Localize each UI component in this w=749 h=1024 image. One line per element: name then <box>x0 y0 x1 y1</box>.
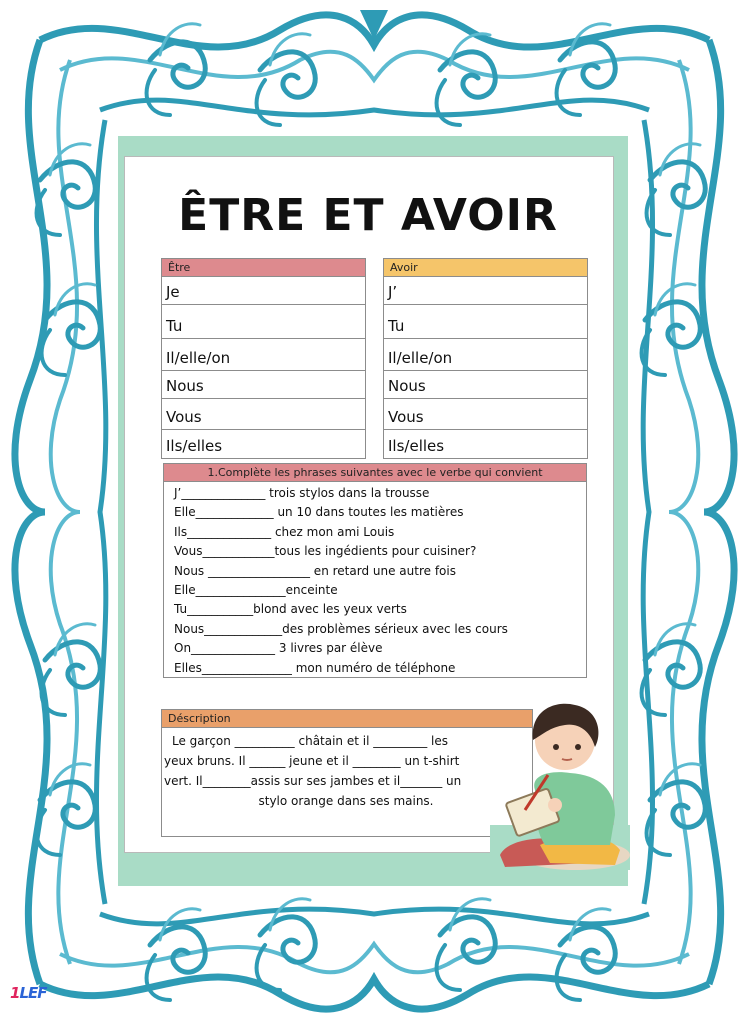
avoir-row-ils[interactable]: Ils/elles <box>388 437 445 455</box>
avoir-row-vous[interactable]: Vous <box>384 399 587 430</box>
avoir-row-nous[interactable]: Nous <box>384 371 587 399</box>
frame-bottom <box>40 899 709 1009</box>
exercise-sentence[interactable]: Ils______________ chez mon ami Louis <box>174 524 395 539</box>
exercise-sentence[interactable]: J’______________ trois stylos dans la trousse <box>174 486 430 500</box>
frame-left <box>15 40 106 984</box>
description-line: yeux bruns. Il ______ jeune et il ________ un t-shirt <box>164 754 460 768</box>
avoir-row-j[interactable]: J’ <box>384 277 587 305</box>
logo-number: 1 <box>10 984 20 1002</box>
exercise-sentence[interactable]: Elle_____________ un 10 dans toutes les matières <box>174 505 464 520</box>
exercise-sentence[interactable]: Elles_______________ mon numéro de téléphone <box>174 660 456 675</box>
exercise-sentence[interactable]: On______________ 3 livres par élève <box>174 641 383 656</box>
boy-drawing-illustration <box>490 695 630 870</box>
avoir-row-tu[interactable]: Tu <box>384 305 587 339</box>
frame-top <box>40 10 709 125</box>
exercise-box <box>163 463 587 678</box>
etre-row-ils[interactable]: Ils/elles <box>166 437 223 455</box>
etre-row-tu[interactable]: Tu <box>162 305 365 339</box>
etre-row-nous[interactable]: Nous <box>162 371 365 399</box>
avoir-table-header: Avoir <box>384 259 587 277</box>
logo-letters: LEF <box>19 984 47 1002</box>
description-text[interactable] <box>162 728 532 811</box>
exercise-sentence[interactable]: Tu___________blond avec les yeux verts <box>174 602 407 617</box>
exercise-sentence-list <box>164 482 586 678</box>
exercise-sentence[interactable]: Elle_______________enceinte <box>174 582 338 597</box>
frame-right <box>642 40 734 984</box>
description-line: stylo orange dans ses mains. <box>258 794 434 808</box>
description-line: vert. Il________assis sur ses jambes et il_______ un <box>164 774 462 788</box>
description-header: Déscription <box>162 710 532 728</box>
exercise-sentence[interactable]: Nous_____________des problèmes sérieux avec les cours <box>174 621 508 636</box>
exercise-header: 1.Complète les phrases suivantes avec le verbe qui convient <box>164 464 586 482</box>
etre-row-je[interactable]: Je <box>162 277 365 305</box>
description-box <box>161 709 533 837</box>
avoir-conjugation-table <box>383 258 588 459</box>
logo <box>10 984 47 1002</box>
description-line: Le garçon __________ châtain et il _________ les <box>172 734 449 748</box>
etre-conjugation-table <box>161 258 366 459</box>
page-title: ÊTRE ET AVOIR <box>178 190 558 241</box>
exercise-sentence[interactable]: Nous _________________ en retard une autre fois <box>174 563 456 578</box>
etre-table-header: Être <box>162 259 365 277</box>
etre-row-vous[interactable]: Vous <box>162 399 365 430</box>
exercise-sentence[interactable]: Vous____________tous les ingédients pour cuisiner? <box>174 544 477 559</box>
etre-row-il[interactable]: Il/elle/on <box>162 339 365 371</box>
avoir-row-il[interactable]: Il/elle/on <box>384 339 587 371</box>
